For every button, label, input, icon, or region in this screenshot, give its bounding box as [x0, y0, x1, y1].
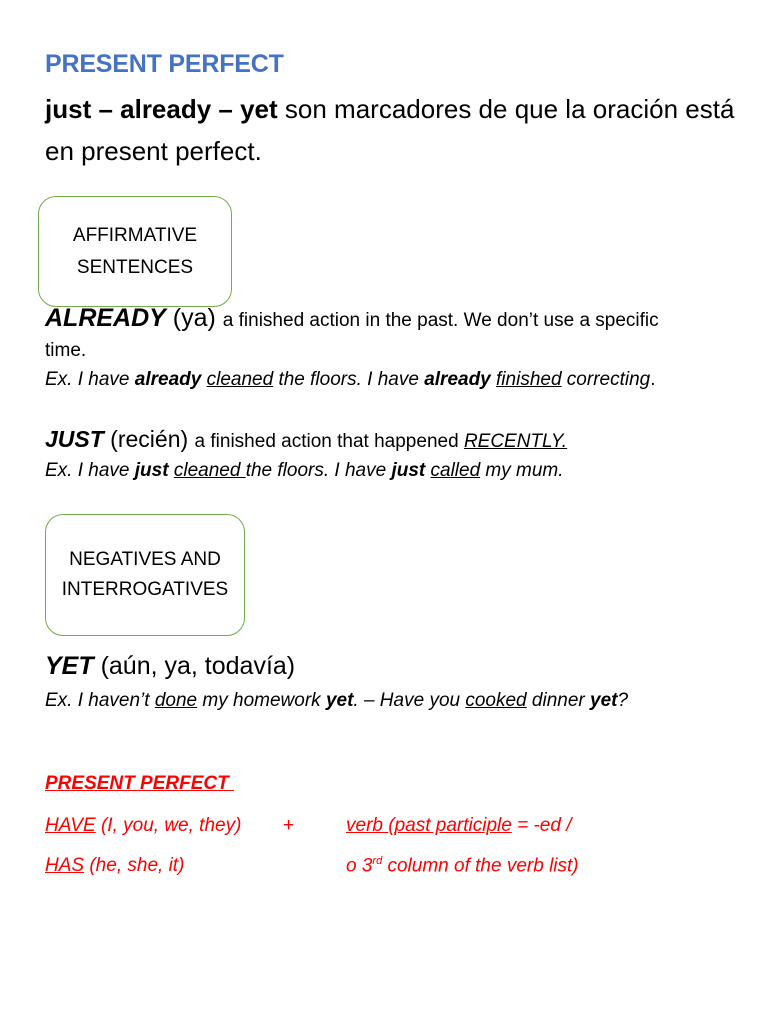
- affirmative-box-line1: AFFIRMATIVE: [72, 224, 198, 246]
- formula-has-line: HAS (he, she, it): [45, 855, 185, 876]
- formula-have-line: HAVE (I, you, we, they): [45, 815, 242, 836]
- already-example: Ex. I have already cleaned the floors. I have already finished correcting.: [45, 369, 656, 390]
- has-word: HAS: [45, 855, 85, 876]
- markers-text: just – already – yet: [45, 94, 278, 124]
- yet-translation: (aún, ya, todavía): [93, 652, 296, 680]
- affirmative-box-line2: SENTENCES: [76, 256, 194, 278]
- just-definition: a finished action that happened: [194, 431, 464, 452]
- page-title: PRESENT PERFECT: [45, 50, 284, 78]
- already-heading: [45, 304, 659, 333]
- formula-heading: PRESENT PERFECT: [45, 773, 234, 794]
- just-translation: (recién): [103, 426, 195, 452]
- already-definition: a finished action in the past. We don’t use a specific: [222, 310, 659, 331]
- plus-sign: +: [283, 815, 295, 836]
- intro-text: son marcadores de que la oración está en present perfect.: [45, 94, 735, 166]
- already-definition-cont: time.: [45, 340, 87, 361]
- yet-example: Ex. I haven’t done my homework yet. – Have you cooked dinner yet?: [45, 690, 629, 711]
- negatives-box-line2: INTERROGATIVES: [61, 579, 229, 600]
- negatives-box-line1: NEGATIVES AND: [69, 549, 221, 570]
- just-example: Ex. I have just cleaned the floors. I have just called my mum.: [45, 460, 564, 481]
- already-translation: (ya): [165, 304, 223, 332]
- yet-keyword: YET: [45, 652, 94, 680]
- formula-verb-line: verb (past participle = -ed /: [346, 815, 572, 836]
- formula-column-line: o 3rd column of the verb list): [346, 855, 579, 877]
- affirmative-box: [38, 196, 232, 307]
- have-word: HAVE: [45, 815, 96, 836]
- just-keyword: JUST: [45, 426, 104, 452]
- yet-heading: [45, 652, 295, 681]
- just-emphasis: RECENTLY.: [463, 431, 568, 452]
- already-keyword: ALREADY: [45, 304, 166, 332]
- intro-paragraph: [45, 88, 735, 172]
- just-heading: [45, 426, 567, 453]
- negatives-box: [45, 514, 245, 636]
